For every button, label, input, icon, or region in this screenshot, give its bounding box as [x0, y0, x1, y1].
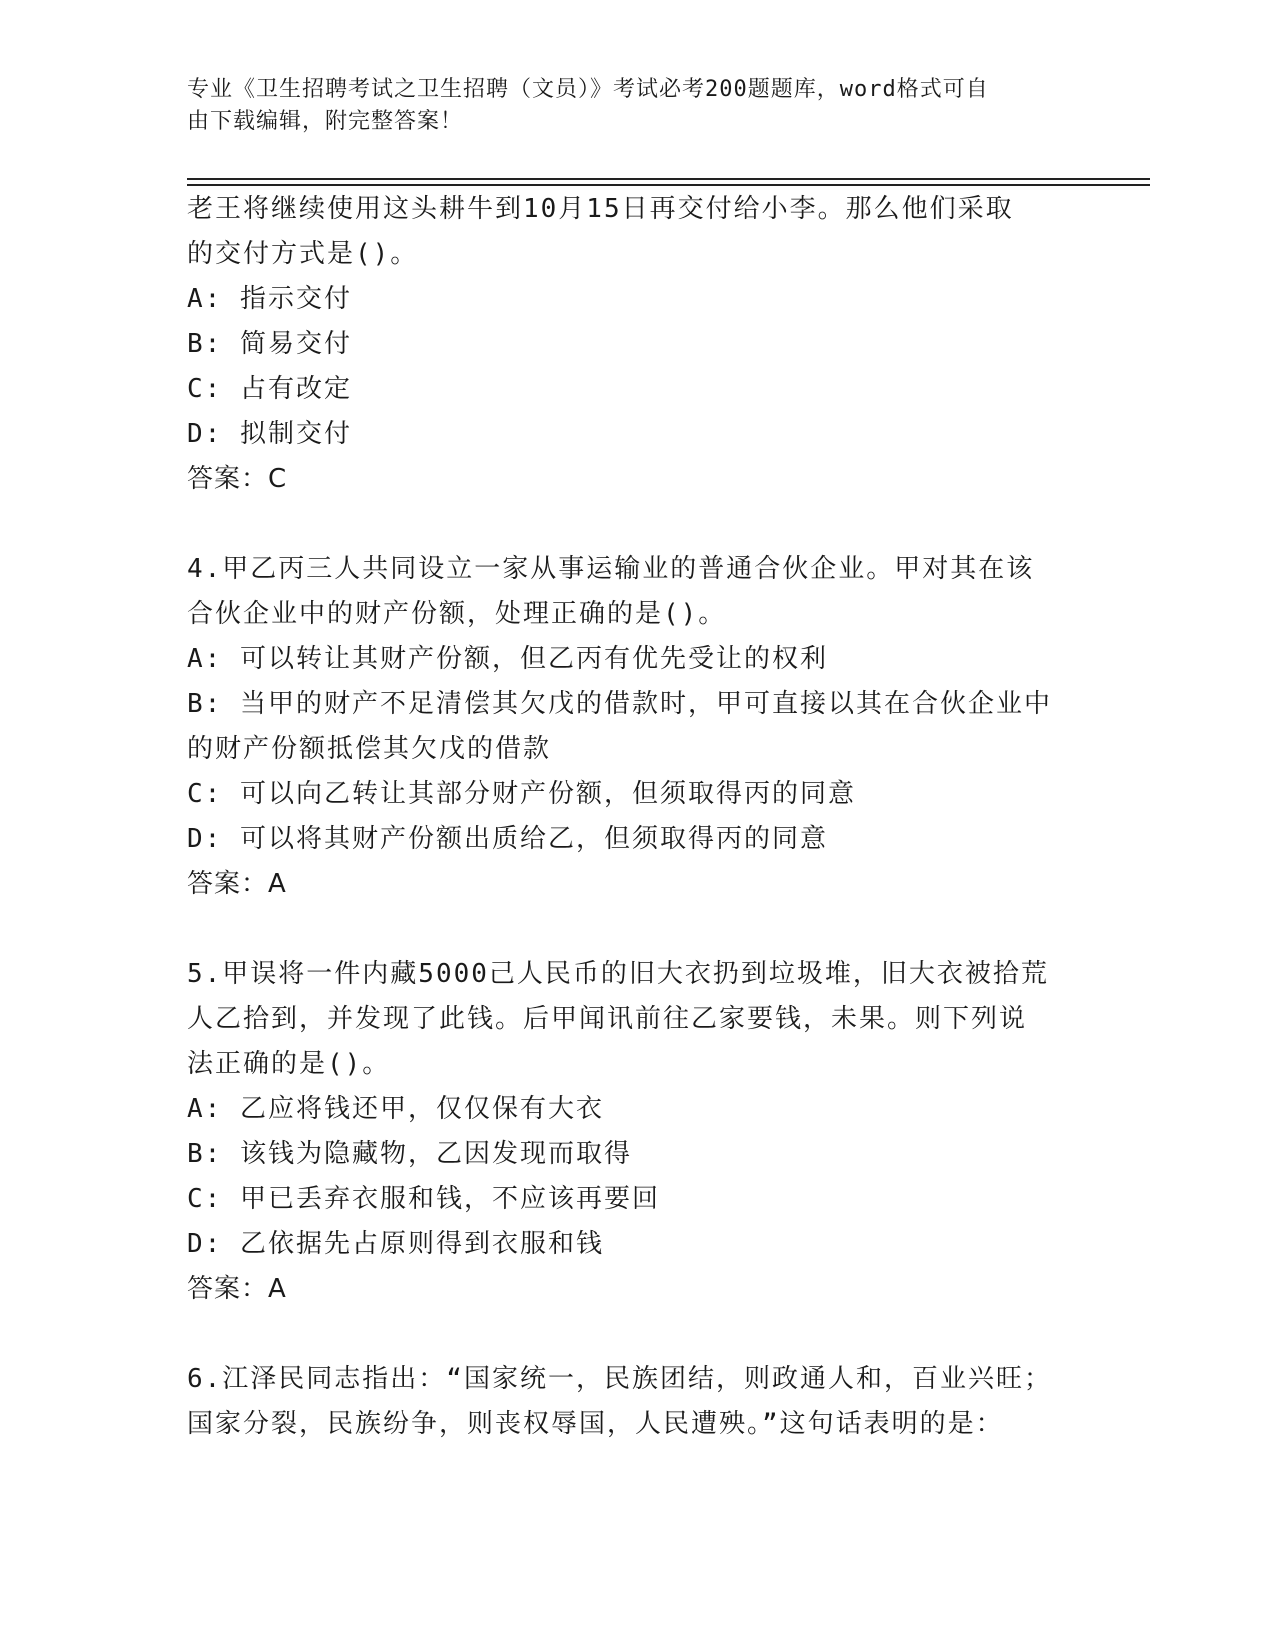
question-list: [187, 187, 1087, 1447]
option-a: A: 乙应将钱还甲，仅仅保有大衣: [187, 1094, 604, 1124]
question-3: [187, 187, 1087, 502]
option-c: C: 占有改定: [187, 374, 352, 404]
option-c: C: 可以向乙转让其部分财产份额，但须取得丙的同意: [187, 779, 856, 809]
question-text: 6.江泽民同志指出：“国家统一，民族团结，则政通人和，百业兴旺；: [187, 1364, 1052, 1394]
question-text: 法正确的是()。: [187, 1049, 391, 1079]
header-line-1: 专业《卫生招聘考试之卫生招聘（文员）》考试必考200题题库，word格式可自: [187, 77, 989, 102]
question-text: 4.甲乙丙三人共同设立一家从事运输业的普通合伙企业。甲对其在该: [187, 554, 1035, 584]
question-text: 5.甲误将一件内藏5000己人民币的旧大衣扔到垃圾堆，旧大衣被拾荒: [187, 959, 1049, 989]
answer-line: 答案：A: [187, 869, 287, 899]
answer-line: 答案：A: [187, 1274, 287, 1304]
question-text: 老王将继续使用这头耕牛到10月15日再交付给小李。那么他们采取: [187, 194, 1014, 224]
question-text: 人乙拾到，并发现了此钱。后甲闻讯前往乙家要钱，未果。则下列说: [187, 1004, 1028, 1034]
option-d: D: 拟制交付: [187, 419, 352, 449]
spacer: [187, 907, 1087, 952]
question-text: 合伙企业中的财产份额，处理正确的是()。: [187, 599, 727, 629]
question-6: [187, 1357, 1087, 1447]
header-divider-top: [187, 178, 1150, 180]
document-header: [187, 74, 1067, 138]
option-b: B: 当甲的财产不足清偿其欠戊的借款时，甲可直接以其在合伙企业中: [187, 689, 1052, 719]
question-text: 的交付方式是()。: [187, 239, 419, 269]
option-d: D: 可以将其财产份额出质给乙，但须取得丙的同意: [187, 824, 828, 854]
question-4: [187, 547, 1087, 907]
header-divider-bottom: [187, 184, 1150, 186]
option-b-continued: 的财产份额抵偿其欠戊的借款: [187, 734, 552, 764]
spacer: [187, 502, 1087, 547]
option-c: C: 甲已丢弃衣服和钱，不应该再要回: [187, 1184, 660, 1214]
question-text: 国家分裂，民族纷争，则丧权辱国，人民遭殃。”这句话表明的是：: [187, 1409, 1004, 1439]
option-b: B: 简易交付: [187, 329, 352, 359]
answer-line: 答案：C: [187, 464, 288, 494]
header-line-2: 由下载编辑，附完整答案！: [187, 109, 464, 134]
option-a: A: 指示交付: [187, 284, 352, 314]
question-5: [187, 952, 1087, 1312]
spacer: [187, 1312, 1087, 1357]
option-b: B: 该钱为隐藏物，乙因发现而取得: [187, 1139, 632, 1169]
option-a: A: 可以转让其财产份额，但乙丙有优先受让的权利: [187, 644, 828, 674]
option-d: D: 乙依据先占原则得到衣服和钱: [187, 1229, 604, 1259]
